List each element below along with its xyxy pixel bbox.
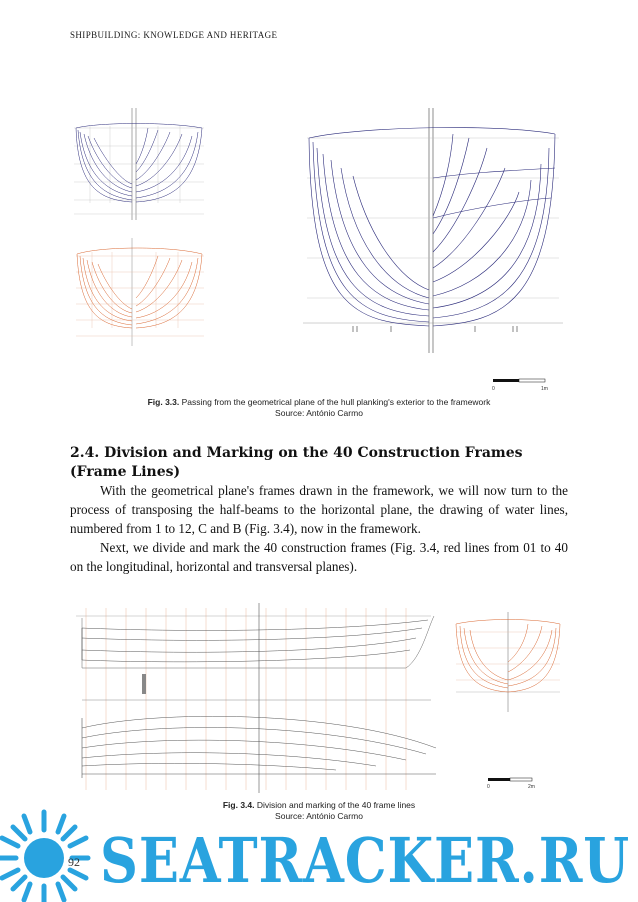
fig-3-4-source: Source: António Carmo: [275, 811, 363, 821]
svg-text:0: 0: [487, 784, 490, 790]
section-title-line2: (Frame Lines): [70, 464, 181, 480]
body-paragraph-2: Next, we divide and mark the 40 construction frames (Fig. 3.4, red lines from 01 to 40 on the longitudinal, horizontal and transversal planes).: [70, 540, 568, 574]
svg-text:2m: 2m: [528, 784, 535, 790]
svg-text:1m: 1m: [541, 386, 548, 392]
section-number: 2.4.: [70, 445, 100, 461]
svg-text:SEATRACKER.RU: SEATRACKER.RU: [100, 824, 630, 897]
fig-3-3-large-body-plan: [303, 108, 563, 393]
seatracker-watermark: [0, 808, 638, 902]
fig-3-4-longitudinal-horizontal-plans: [76, 598, 438, 798]
fig-3-3-caption: [0, 397, 638, 419]
running-header: SHIPBUILDING: KNOWLEDGE AND HERITAGE: [70, 30, 278, 40]
fig-3-3-small-red-body-plan: [72, 238, 208, 346]
fig-3-4-transversal-body-plan: [452, 612, 564, 714]
fig-3-3-caption-text: Passing from the geometrical plane of the hull planking's exterior to the framework: [181, 397, 491, 407]
svg-text:0: 0: [492, 386, 495, 392]
fig-3-4-scale-bar: [486, 776, 546, 792]
fig-3-3-scale-bar: [492, 379, 548, 392]
section-heading: [70, 444, 570, 482]
fig-3-4-caption-text: Division and marking of the 40 frame lines: [256, 800, 416, 810]
fig-3-3-source: Source: António Carmo: [275, 408, 363, 418]
section-title-line1: Division and Marking on the 40 Construction Frames: [104, 445, 523, 461]
page-number: 92: [68, 855, 80, 869]
body-paragraph-1: With the geometrical plane's frames drawn in the framework, we will now turn to the process of transposing the half-beams to the horizontal plane, the drawing of water lines, numbered from 1 to 12, C and B (Fig. 3.4), now in the framework.: [70, 483, 568, 536]
fig-3-4-label: Fig. 3.4.: [222, 800, 255, 810]
fig-3-3-label: Fig. 3.3.: [147, 397, 180, 407]
fig-3-3-small-blue-body-plan: [70, 108, 210, 220]
